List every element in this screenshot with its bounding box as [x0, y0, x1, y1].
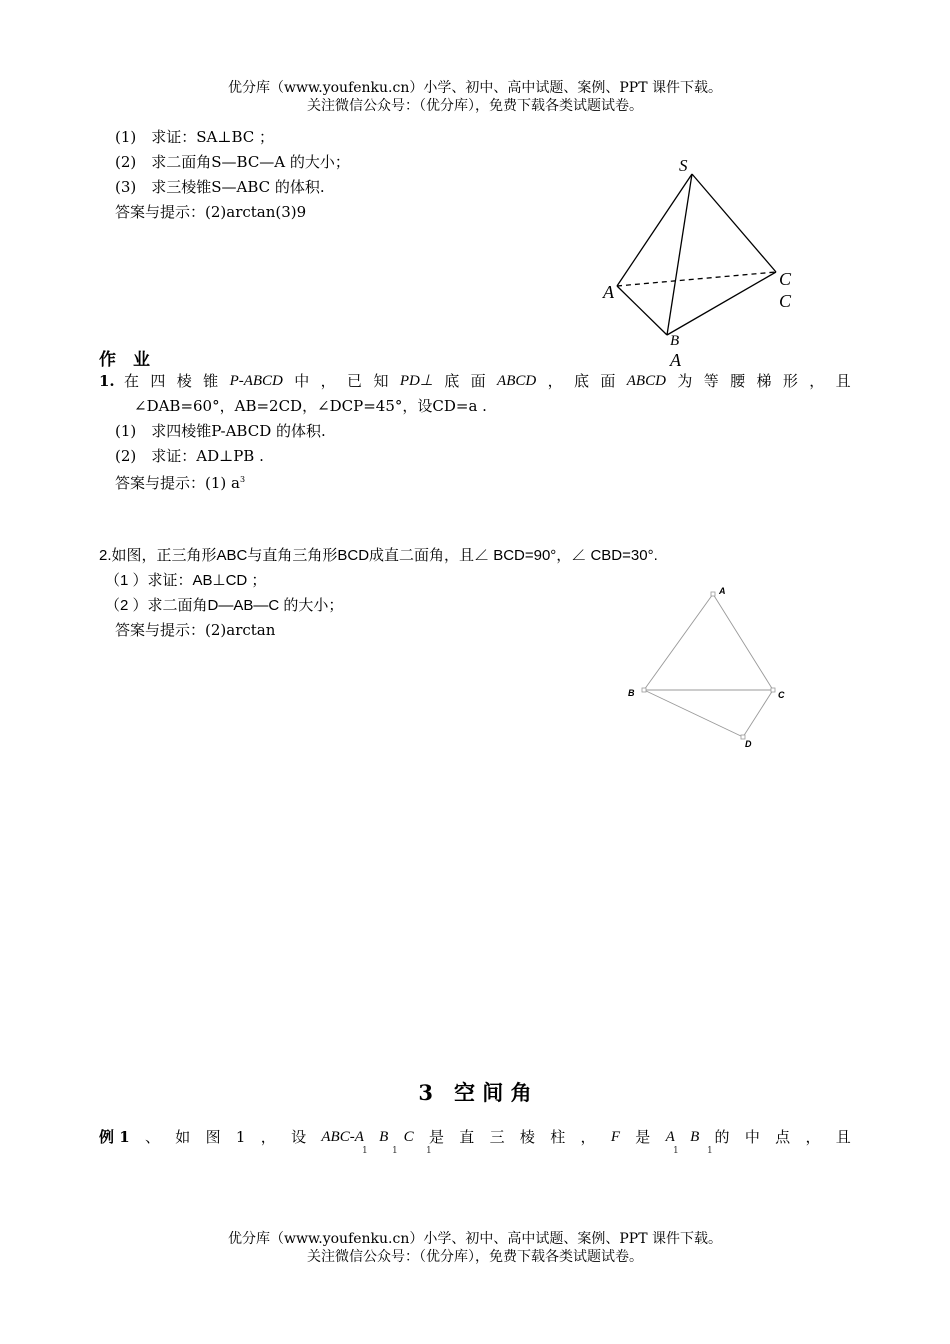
w: 已: [347, 372, 363, 390]
hw1-answer-text: 答案与提示：(1) a: [115, 474, 240, 492]
footer-line-1: 优分库（www.youfenku.cn）小学、初中、高中试题、案例、PPT 课件下载。: [227, 1231, 722, 1247]
label2-B: B: [628, 688, 635, 698]
example1-line: [99, 1127, 851, 1147]
w: 是: [635, 1128, 651, 1146]
w: 棱: [519, 1128, 535, 1146]
w: ，: [809, 372, 825, 390]
w: 中: [294, 372, 310, 390]
w: 如: [175, 1128, 191, 1146]
w: 腰: [730, 372, 746, 390]
w: 、: [144, 1128, 160, 1146]
w: ，: [805, 1128, 821, 1146]
label-S: S: [679, 156, 688, 175]
w: 形: [782, 372, 798, 390]
label2-D: D: [745, 739, 752, 749]
w: 图: [205, 1128, 221, 1146]
w: 直: [459, 1128, 475, 1146]
subscript-5: 1: [707, 1146, 713, 1156]
edge-CD2: [743, 690, 773, 737]
label-C: C: [779, 269, 792, 289]
section-title: 3 空 间 角: [418, 1080, 532, 1105]
w: ，: [547, 372, 563, 390]
w: 知: [373, 372, 389, 390]
hw1-line2: ∠DAB=60°，AB=2CD，∠DCP=45°，设CD=a .: [134, 397, 487, 415]
w: C: [403, 1129, 414, 1145]
problem0-q3: (3) 求三棱锥S—ABC 的体积.: [115, 178, 325, 196]
header-line-1: 优分库（www.youfenku.cn）小学、初中、高中试题、案例、PPT 课件下载。: [227, 80, 722, 96]
w: A: [665, 1129, 675, 1145]
edge-AB2: [644, 594, 713, 690]
w: B: [379, 1129, 389, 1145]
problem0-q2: (2) 求二面角S—BC—A 的大小；: [115, 153, 350, 171]
subscript-2: 1: [392, 1146, 398, 1156]
w: 在: [124, 372, 140, 390]
hw1-number: 1.: [99, 372, 115, 390]
w: P-ABCD: [229, 373, 283, 389]
edge-AC2: [713, 594, 773, 690]
w: 为: [677, 372, 693, 390]
edge-BD2: [644, 690, 743, 737]
subscript-4: 1: [673, 1146, 679, 1156]
homework-title: 作 业: [99, 350, 150, 370]
w: PD⊥: [399, 373, 433, 389]
w: 面: [600, 372, 616, 390]
w: 中: [744, 1128, 760, 1146]
w: ABC-A: [321, 1129, 364, 1145]
w: 底: [573, 372, 589, 390]
w: 是: [428, 1128, 444, 1146]
w: 底: [444, 372, 460, 390]
hw1-q2: (2) 求证：AD⊥PB .: [115, 447, 264, 465]
w: 四: [150, 372, 166, 390]
w: 点: [775, 1128, 791, 1146]
w: ABCD: [497, 373, 537, 389]
hw2-q2: （2 ）求二面角D—AB—C 的大小；: [105, 597, 344, 614]
w: 棱: [176, 372, 192, 390]
footer-line-2: 关注微信公众号：（优分库），免费下载各类试题试卷。: [307, 1249, 643, 1265]
label-C-second: C: [779, 291, 792, 311]
subscript-3: 1: [426, 1146, 432, 1156]
label-B: B: [670, 333, 680, 349]
label-A-second: A: [670, 350, 681, 370]
hw1-answer-sup: 3: [239, 475, 246, 484]
w: 1: [235, 1128, 246, 1146]
w: 等: [703, 372, 719, 390]
w: 梯: [756, 372, 772, 390]
w: 柱: [550, 1128, 566, 1146]
problem0-q1: (1) 求证：SA⊥BC ；: [115, 128, 275, 146]
label2-A: A: [719, 586, 726, 596]
w: 且: [835, 1128, 851, 1146]
label2-C: C: [778, 690, 785, 700]
hw2-line1: 2.如图，正三角形ABC与直角三角形BCD成直二面角，且∠ BCD=90°，∠ CBD=30°.: [99, 547, 658, 564]
w: ，: [320, 372, 336, 390]
problem0-answer: 答案与提示：(2)arctan(3)9: [115, 203, 307, 221]
w: 且: [835, 372, 851, 390]
header-line-2: 关注微信公众号：（优分库），免费下载各类试题试卷。: [307, 98, 643, 114]
hw1-q1: (1) 求四棱锥P-ABCD 的体积.: [115, 422, 326, 440]
w: 三: [489, 1128, 505, 1146]
hw2-answer: 答案与提示：(2)arctan: [115, 621, 276, 639]
label-A: A: [603, 282, 614, 302]
w: ABCD: [626, 373, 666, 389]
w: ，: [260, 1128, 276, 1146]
w: 设: [291, 1128, 307, 1146]
w: 的: [714, 1128, 730, 1146]
w: F: [610, 1129, 620, 1145]
subscript-1: 1: [362, 1146, 368, 1156]
w: 面: [470, 372, 486, 390]
w: 锥: [203, 372, 219, 390]
w: B: [690, 1129, 700, 1145]
hw2-q1: （1 ）求证：AB⊥CD ；: [105, 572, 267, 589]
w: ，: [580, 1128, 596, 1146]
w: 例 1: [99, 1128, 130, 1146]
